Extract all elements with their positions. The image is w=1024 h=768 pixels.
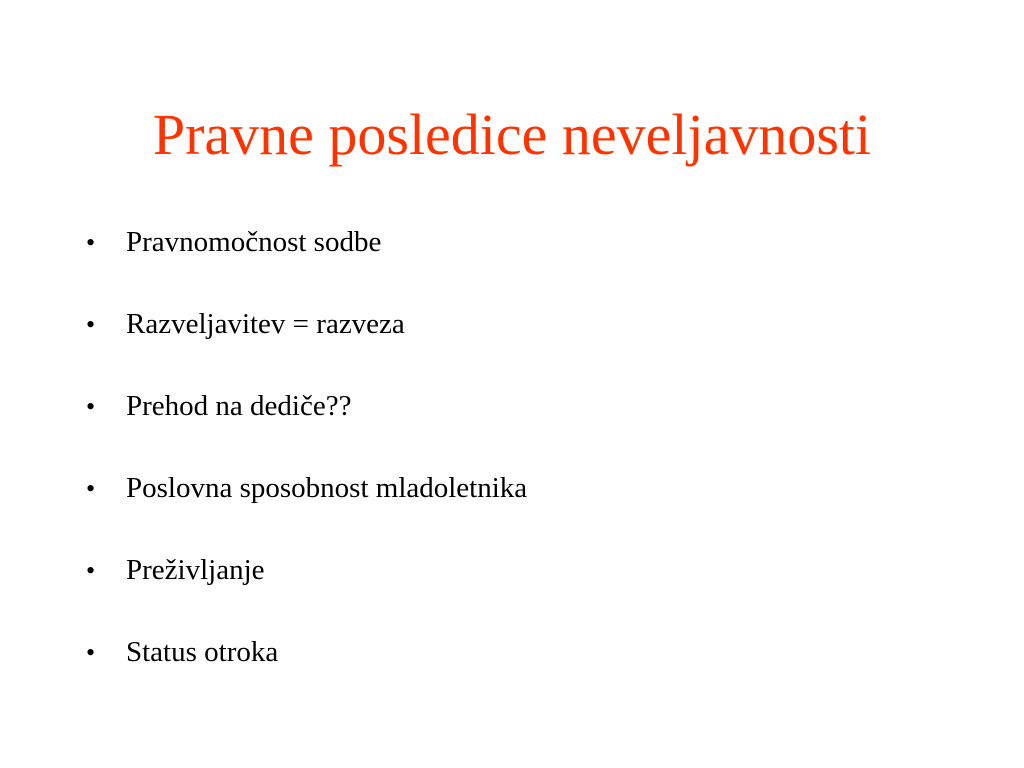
bullet-icon: •	[86, 556, 96, 585]
bullet-item	[86, 382, 527, 464]
bullet-icon: •	[86, 638, 96, 667]
bullet-icon: •	[86, 392, 96, 421]
bullet-text: Prehod na dediče??	[126, 390, 352, 422]
bullet-text: Status otroka	[126, 636, 279, 668]
bullet-item	[86, 546, 527, 628]
bullet-item	[86, 218, 527, 300]
bullet-icon: •	[86, 474, 96, 503]
bullet-list	[86, 218, 527, 710]
slide-title: Pravne posledice neveljavnosti	[152, 102, 872, 167]
bullet-item	[86, 628, 527, 710]
bullet-text: Poslovna sposobnost mladoletnika	[126, 472, 528, 504]
bullet-item	[86, 464, 527, 546]
bullet-text: Preživljanje	[126, 554, 265, 586]
bullet-text: Pravnomočnost sodbe	[126, 226, 382, 258]
bullet-icon: •	[86, 228, 96, 257]
bullet-icon: •	[86, 310, 96, 339]
bullet-text: Razveljavitev = razveza	[126, 308, 405, 340]
bullet-item	[86, 300, 527, 382]
